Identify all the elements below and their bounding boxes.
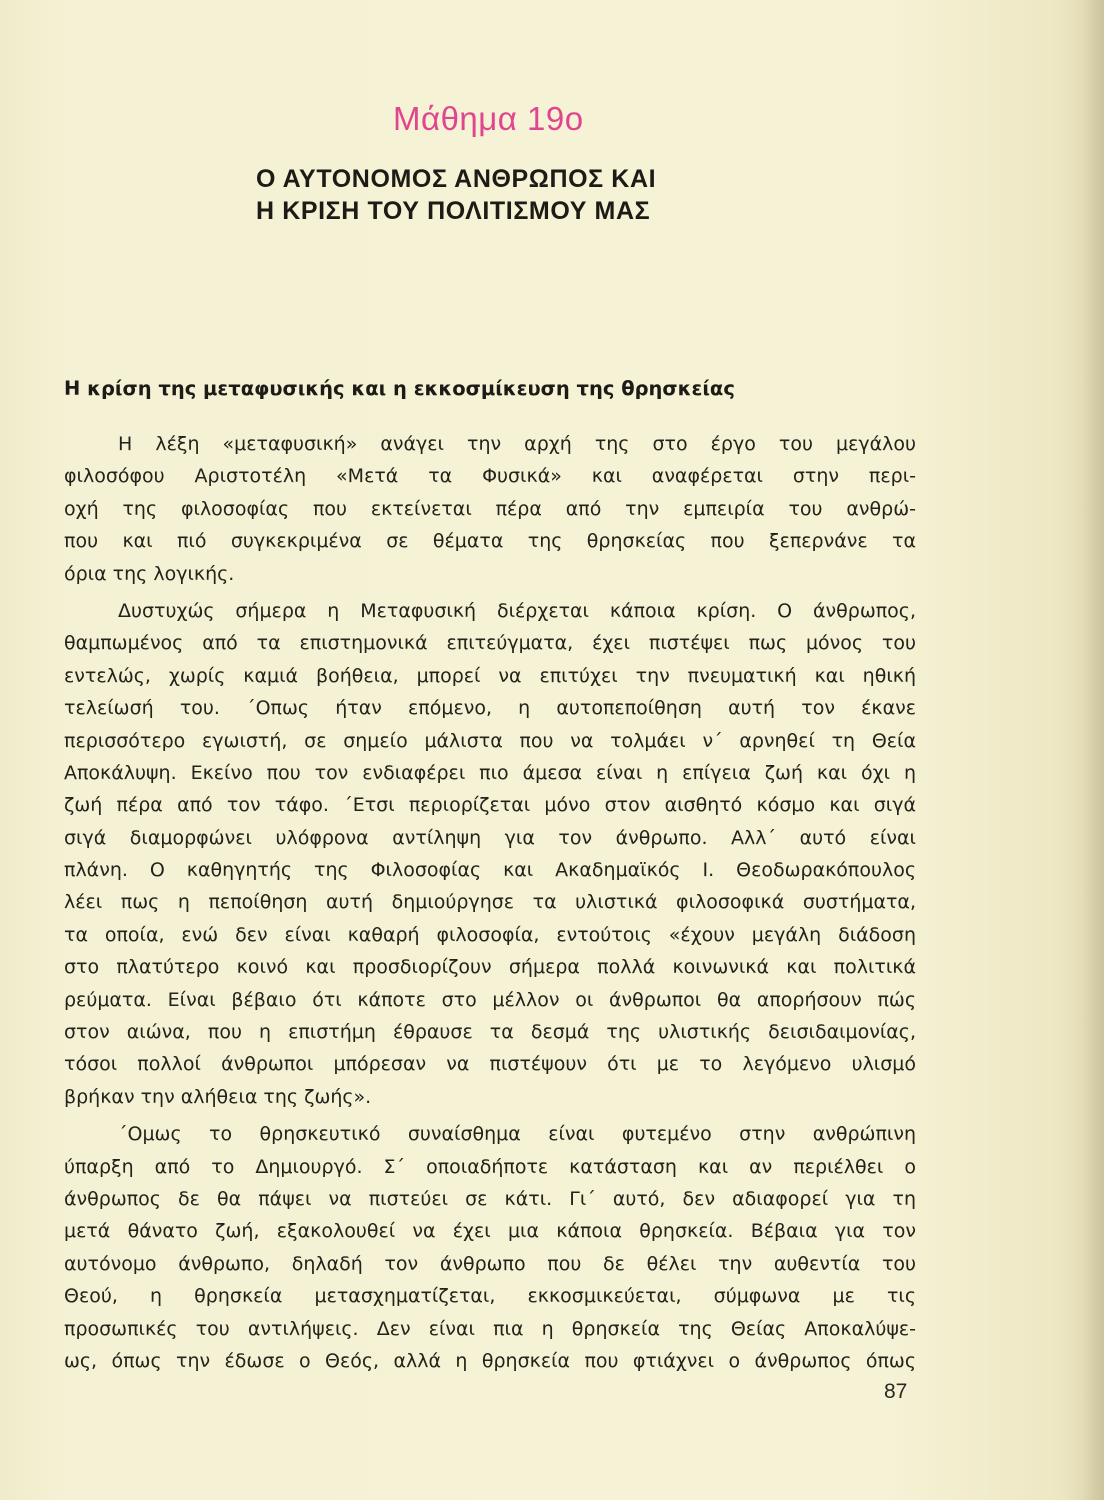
text-line: ΄Ομως το θρησκευτικό συναίσθημα είναι φυτεμένο στην ανθρώπινη <box>118 1123 916 1146</box>
paragraph <box>64 428 916 590</box>
text-line: όρια της λογικής. <box>64 562 235 585</box>
text-line: εντελώς, χωρίς καμιά βοήθεια, μπορεί να επιτύχει την πνευματική και ηθική <box>64 664 916 687</box>
text-line: λέει πως η πεποίθηση αυτή δημιούργησε τα υλιστικά φιλοσοφικά συστήματα, <box>64 891 916 914</box>
text-line: στο πλατύτερο κοινό και προσδιορίζουν σήμερα πολλά κοινωνικά και πολιτικά <box>64 956 916 979</box>
text-line: βρήκαν την αλήθεια της ζωής». <box>64 1085 372 1108</box>
text-line: ζωή πέρα από τον τάφο. ΄Ετσι περιορίζεται μόνο στον αισθητό κόσμο και σιγά <box>64 794 916 817</box>
text-line: μετά θάνατο ζωή, εξακολουθεί να έχει μια κάποια θρησκεία. Βέβαια για τον <box>64 1220 916 1243</box>
text-line: ρεύματα. Είναι βέβαιο ότι κάποτε στο μέλλον οι άνθρωποι θα απορήσουν πώς <box>64 988 916 1011</box>
body-text <box>64 428 916 1382</box>
text-line: οχή της φιλοσοφίας που εκτείνεται πέρα από την εμπειρία του ανθρώ- <box>64 497 916 520</box>
text-line: που και πιό συγκεκριμένα σε θέματα της θρησκείας που ξεπερνάνε τα <box>64 530 916 553</box>
text-line: σιγά διαμορφώνει υλόφρονα αντίληψη για τον άνθρωπο. Αλλ΄ αυτό είναι <box>64 826 916 849</box>
text-line: Αποκάλυψη. Εκείνο που τον ενδιαφέρει πιο άμεσα είναι η επίγεια ζωή και όχι η <box>64 761 916 784</box>
text-line: πλάνη. Ο καθηγητής της Φιλοσοφίας και Ακαδημαϊκός Ι. Θεοδωρακόπουλος <box>64 859 916 882</box>
text-line: τόσοι πολλοί άνθρωποι μπόρεσαν να πιστέψουν ότι με το λεγόμενο υλισμό <box>64 1053 916 1076</box>
text-line: προσωπικές του αντιλήψεις. Δεν είναι πια η θρησκεία της Θείας Αποκαλύψε- <box>64 1317 916 1340</box>
page-edge-shadow <box>1082 0 1104 1500</box>
text-line: ως, όπως την έδωσε ο Θεός, αλλά η θρησκεία που φτιάχνει ο άνθρωπος όπως <box>64 1349 916 1372</box>
paragraph <box>64 595 916 1113</box>
text-line: Δυστυχώς σήμερα η Μεταφυσική διέρχεται κάποια κρίση. Ο άνθρωπος, <box>118 599 916 622</box>
text-line: τα οποία, ενώ δεν είναι καθαρή φιλοσοφία, εντούτοις «έχουν μεγάλη διάδοση <box>64 923 916 946</box>
text-line: περισσότερο εγωιστή, σε σημείο μάλιστα που να τολμάει ν΄ αρνηθεί τη Θεία <box>64 729 916 752</box>
text-line: φιλοσόφου Αριστοτέλη «Μετά τα Φυσικά» και αναφέρεται στην περι- <box>64 465 916 488</box>
text-line: στον αιώνα, που η επιστήμη έθραυσε τα δεσμά της υλιστικής δεισιδαιμονίας, <box>64 1021 916 1044</box>
text-line: Η λέξη «μεταφυσική» ανάγει την αρχή της στο έργο του μεγάλου <box>118 433 916 455</box>
chapter-title <box>256 163 656 227</box>
text-line: Θεού, η θρησκεία μετασχηματίζεται, εκκοσμικεύεται, σύμφωνα με τις <box>64 1285 916 1308</box>
text-line: αυτόνομο άνθρωπο, δηλαδή τον άνθρωπο που δε θέλει την αυθεντία του <box>64 1252 916 1275</box>
text-line: ύπαρξη από το Δημιουργό. Σ΄ οποιαδήποτε κατάσταση και αν περιέλθει ο <box>64 1155 916 1178</box>
text-line: τελείωσή του. ΄Οπως ήταν επόμενο, η αυτοπεποίθηση αυτή τον έκανε <box>64 697 916 720</box>
text-line: θαμπωμένος από τα επιστημονικά επιτεύγματα, έχει πιστέψει πως μόνος του <box>64 632 916 655</box>
page-number: 87 <box>884 1380 908 1403</box>
text-line: άνθρωπος δε θα πάψει να πιστεύει σε κάτι. Γι΄ αυτό, δεν αδιαφορεί για τη <box>64 1187 916 1210</box>
section-heading: Η κρίση της μεταφυσικής και η εκκοσμίκευση της θρησκείας <box>64 377 735 400</box>
lesson-label: Μάθημα 19ο <box>393 100 584 137</box>
chapter-title-line-1: Ο ΑΥΤΟΝΟΜΟΣ ΑΝΘΡΩΠΟΣ ΚΑΙ <box>256 165 657 193</box>
chapter-title-line-2: Η ΚΡΙΣΗ ΤΟΥ ΠΟΛΙΤΙΣΜΟΥ ΜΑΣ <box>256 197 651 225</box>
paragraph <box>64 1118 916 1377</box>
